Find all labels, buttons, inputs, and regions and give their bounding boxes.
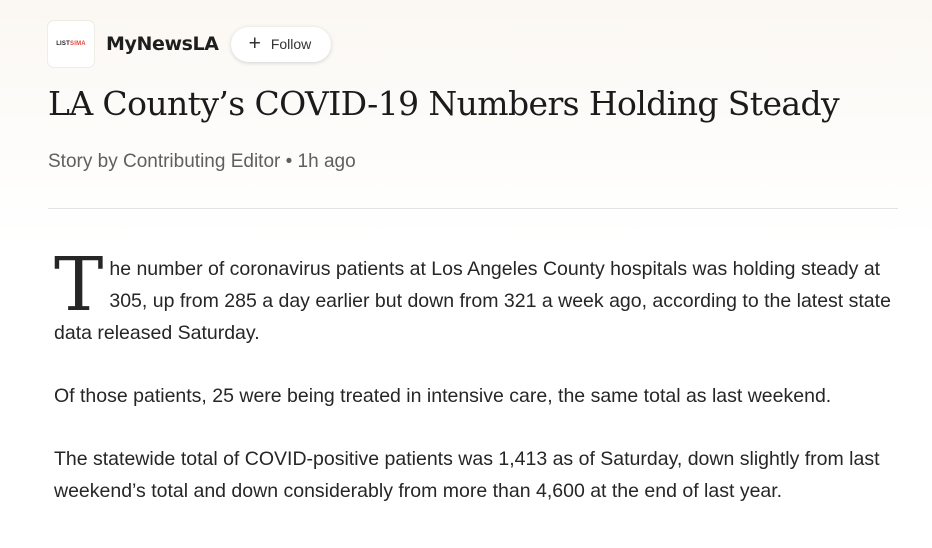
article-body <box>54 242 894 538</box>
logo-text-dark: LIST <box>56 41 70 47</box>
publisher-name[interactable]: MyNewsLA <box>106 33 219 55</box>
paragraph-1-text: he number of coronavirus patients at Los Angeles County hospitals was holding steady at 305, up from 285 a day earlier but down from 321 a week ago, according to the latest state data released Saturday. <box>54 258 891 344</box>
follow-button-label: Follow <box>270 36 312 52</box>
article-paragraph-1 <box>54 242 894 349</box>
divider <box>48 208 898 209</box>
publisher-logo[interactable] <box>48 21 94 67</box>
logo-text-accent: SIMA <box>70 41 86 47</box>
article-paragraph-2: Of those patients, 25 were being treated in intensive care, the same total as last weekend. <box>54 385 832 407</box>
plus-icon: + <box>248 31 261 55</box>
publisher-header <box>48 21 331 67</box>
article-title: LA County’s COVID-19 Numbers Holding Steady <box>48 84 840 123</box>
article-byline: Story by Contributing Editor • 1h ago <box>48 151 356 172</box>
article-paragraph-3: The statewide total of COVID-positive patients was 1,413 as of Saturday, down slightly from last weekend’s total and down considerably from more than 4,600 at the end of last year. <box>54 448 880 502</box>
follow-button[interactable] <box>231 27 332 62</box>
drop-cap: T <box>54 242 104 328</box>
